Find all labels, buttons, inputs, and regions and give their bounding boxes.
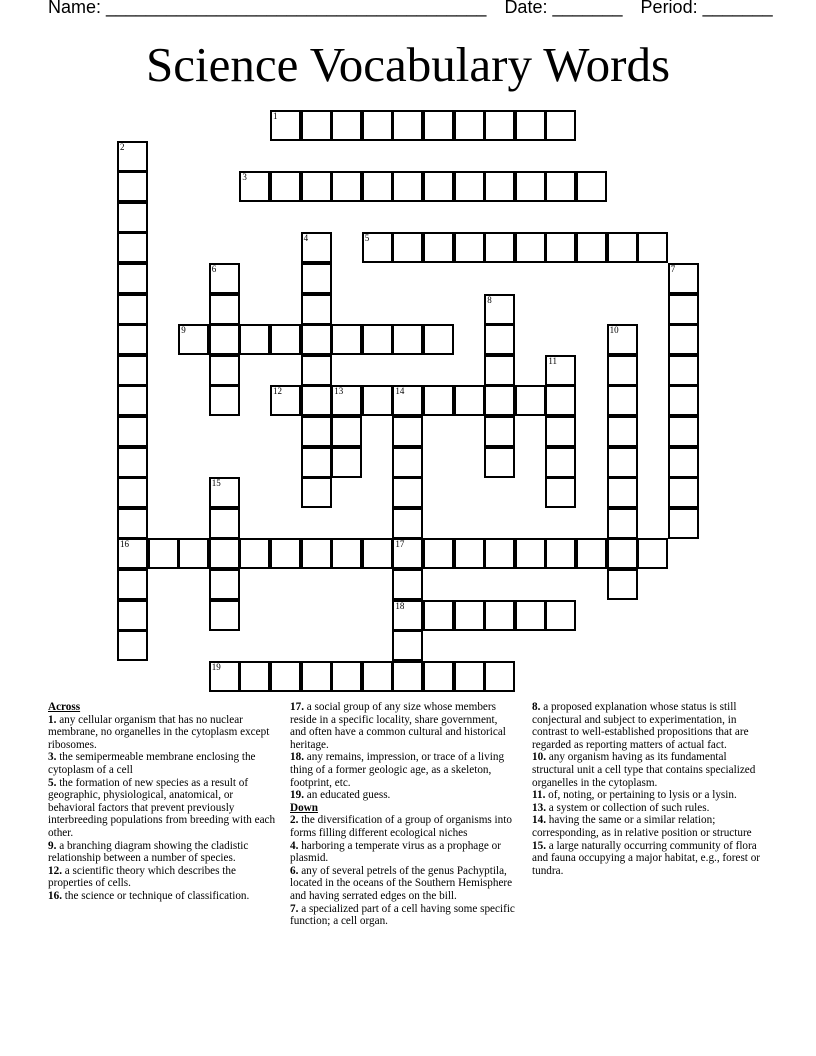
grid-cell[interactable] bbox=[545, 110, 576, 141]
grid-cell[interactable] bbox=[392, 447, 423, 478]
grid-cell[interactable] bbox=[454, 661, 485, 692]
clue-item-text: a specialized part of a cell having some specific function; a cell organ. bbox=[290, 902, 515, 928]
clue-item-number: 16. bbox=[48, 889, 62, 902]
grid-cell[interactable] bbox=[362, 385, 393, 416]
grid-cell[interactable] bbox=[484, 110, 515, 141]
grid-cell[interactable] bbox=[484, 355, 515, 386]
clue-item bbox=[48, 777, 280, 840]
grid-cell[interactable] bbox=[607, 324, 638, 355]
grid-cell[interactable] bbox=[545, 477, 576, 508]
grid-cell[interactable] bbox=[484, 232, 515, 263]
clue-number: 12 bbox=[273, 386, 282, 397]
grid-cell[interactable] bbox=[545, 171, 576, 202]
clue-item bbox=[290, 751, 516, 789]
grid-cell[interactable] bbox=[239, 538, 270, 569]
clue-item bbox=[290, 789, 516, 802]
grid-cell[interactable] bbox=[454, 110, 485, 141]
grid-cell[interactable] bbox=[637, 538, 668, 569]
grid-cell[interactable] bbox=[423, 324, 454, 355]
clue-item-text: a system or collection of such rules. bbox=[545, 801, 710, 814]
grid-cell[interactable] bbox=[331, 171, 362, 202]
grid-cell[interactable] bbox=[301, 385, 332, 416]
grid-cell[interactable] bbox=[392, 385, 423, 416]
grid-cell[interactable] bbox=[362, 171, 393, 202]
grid-cell[interactable] bbox=[209, 600, 240, 631]
grid-cell[interactable] bbox=[270, 661, 301, 692]
grid-cell[interactable] bbox=[668, 447, 699, 478]
grid-cell[interactable] bbox=[607, 232, 638, 263]
grid-cell[interactable] bbox=[484, 171, 515, 202]
clue-item bbox=[48, 865, 280, 890]
grid-cell[interactable] bbox=[392, 477, 423, 508]
grid-cell[interactable] bbox=[392, 661, 423, 692]
clue-item-number: 6. bbox=[290, 864, 299, 877]
grid-cell[interactable] bbox=[117, 355, 148, 386]
grid-cell[interactable] bbox=[484, 538, 515, 569]
grid-cell[interactable] bbox=[454, 171, 485, 202]
grid-cell[interactable] bbox=[301, 324, 332, 355]
clue-number: 17 bbox=[395, 539, 405, 550]
grid-cell[interactable] bbox=[392, 630, 423, 661]
grid-cell[interactable] bbox=[117, 447, 148, 478]
grid-cell[interactable] bbox=[239, 171, 270, 202]
clue-number: 15 bbox=[211, 478, 221, 489]
grid-cell[interactable] bbox=[423, 661, 454, 692]
clue-item-text: the science or technique of classification. bbox=[61, 889, 250, 902]
grid-cell[interactable] bbox=[423, 538, 454, 569]
grid-cell[interactable] bbox=[668, 324, 699, 355]
grid-cell[interactable] bbox=[545, 447, 576, 478]
clue-item-text: a social group of any size whose members reside in a specific locality, share government, and often have a common cultural and historical heritage. bbox=[290, 701, 506, 751]
grid-cell[interactable] bbox=[515, 171, 546, 202]
clue-number: 9 bbox=[181, 325, 186, 336]
grid-cell[interactable] bbox=[607, 477, 638, 508]
grid-cell[interactable] bbox=[545, 416, 576, 447]
clues-column-2 bbox=[290, 701, 516, 928]
grid-cell[interactable] bbox=[423, 385, 454, 416]
clue-number: 14 bbox=[395, 386, 405, 397]
clue-item-number: 8. bbox=[532, 701, 541, 713]
clue-item-text: the semipermeable membrane enclosing the cytoplasm of a cell bbox=[48, 751, 256, 776]
grid-cell[interactable] bbox=[515, 600, 546, 631]
grid-cell[interactable] bbox=[178, 538, 209, 569]
down-heading: Down bbox=[290, 801, 318, 814]
period-field[interactable]: Period: _______ bbox=[640, 0, 773, 17]
grid-cell[interactable] bbox=[301, 232, 332, 263]
grid-cell[interactable] bbox=[454, 232, 485, 263]
grid-cell[interactable] bbox=[392, 171, 423, 202]
grid-cell[interactable] bbox=[607, 538, 638, 569]
clue-item-text: harboring a temperate virus as a prophage or plasmid. bbox=[290, 839, 501, 865]
grid-cell[interactable] bbox=[301, 355, 332, 386]
clue-number: 3 bbox=[242, 172, 247, 183]
grid-cell[interactable] bbox=[668, 508, 699, 539]
clue-item-number: 12. bbox=[48, 864, 62, 877]
clues-column-3 bbox=[532, 701, 764, 877]
clue-number: 4 bbox=[303, 233, 309, 244]
grid-cell[interactable] bbox=[117, 477, 148, 508]
grid-cell[interactable] bbox=[331, 385, 362, 416]
clue-item-number: 17. bbox=[290, 701, 304, 713]
grid-cell[interactable] bbox=[423, 600, 454, 631]
grid-cell[interactable] bbox=[484, 385, 515, 416]
grid-cell[interactable] bbox=[362, 661, 393, 692]
grid-cell[interactable] bbox=[637, 232, 668, 263]
grid-cell[interactable] bbox=[576, 171, 607, 202]
clue-item bbox=[532, 802, 764, 815]
grid-cell[interactable] bbox=[209, 569, 240, 600]
grid-cell[interactable] bbox=[148, 538, 179, 569]
grid-cell[interactable] bbox=[392, 569, 423, 600]
clue-item-number: 10. bbox=[532, 751, 546, 764]
grid-cell[interactable] bbox=[454, 600, 485, 631]
grid-cell[interactable] bbox=[270, 110, 301, 141]
clues-column-1 bbox=[48, 701, 280, 903]
grid-cell[interactable] bbox=[117, 141, 148, 172]
clue-item-text: a large naturally occurring community of flora and fauna occupying a major habitat, e.g., forest or tundra. bbox=[532, 839, 761, 877]
grid-cell[interactable] bbox=[209, 263, 240, 294]
grid-cell[interactable] bbox=[117, 600, 148, 631]
grid-cell[interactable] bbox=[209, 538, 240, 569]
grid-cell[interactable] bbox=[209, 477, 240, 508]
clue-item-text: of, noting, or pertaining to lysis or a lysin. bbox=[545, 789, 737, 802]
clue-item-number: 19. bbox=[290, 789, 304, 802]
clue-item bbox=[290, 903, 516, 928]
grid-cell[interactable] bbox=[576, 538, 607, 569]
grid-cell[interactable] bbox=[331, 324, 362, 355]
clue-item bbox=[532, 814, 764, 839]
clue-number: 7 bbox=[670, 264, 676, 274]
grid-cell[interactable] bbox=[362, 324, 393, 355]
grid-cell[interactable] bbox=[117, 171, 148, 202]
grid-cell[interactable] bbox=[209, 661, 240, 692]
grid-cell[interactable] bbox=[392, 600, 423, 631]
grid-cell[interactable] bbox=[239, 661, 270, 692]
grid-cell[interactable] bbox=[301, 263, 332, 294]
grid-cell[interactable] bbox=[607, 569, 638, 600]
grid-cell[interactable] bbox=[484, 600, 515, 631]
clue-item bbox=[290, 840, 516, 865]
clue-item-text: having the same or a similar relation; corresponding, as in relative position or structure bbox=[532, 814, 752, 839]
grid-cell[interactable] bbox=[362, 232, 393, 263]
clue-item-text: any organism having as its fundamental structural unit a cell type that contains specialized organelles in the cytoplasm. bbox=[532, 751, 756, 789]
grid-cell[interactable] bbox=[270, 324, 301, 355]
clue-item-number: 7. bbox=[290, 902, 299, 915]
grid-cell[interactable] bbox=[209, 294, 240, 325]
grid-cell[interactable] bbox=[301, 416, 332, 447]
grid-cell[interactable] bbox=[607, 447, 638, 478]
grid-cell[interactable] bbox=[331, 110, 362, 141]
grid-cell[interactable] bbox=[576, 232, 607, 263]
grid-cell[interactable] bbox=[545, 232, 576, 263]
clue-item-text: an educated guess. bbox=[303, 789, 391, 802]
grid-cell[interactable] bbox=[270, 538, 301, 569]
grid-cell[interactable] bbox=[515, 385, 546, 416]
grid-cell[interactable] bbox=[117, 294, 148, 325]
grid-cell[interactable] bbox=[515, 232, 546, 263]
across-heading: Across bbox=[48, 701, 81, 713]
grid-cell[interactable] bbox=[545, 538, 576, 569]
grid-cell[interactable] bbox=[545, 600, 576, 631]
grid-cell[interactable] bbox=[362, 110, 393, 141]
grid-cell[interactable] bbox=[515, 538, 546, 569]
grid-cell[interactable] bbox=[331, 661, 362, 692]
grid-cell[interactable] bbox=[301, 538, 332, 569]
grid-cell[interactable] bbox=[392, 232, 423, 263]
grid-cell[interactable] bbox=[668, 477, 699, 508]
clue-number: 2 bbox=[120, 141, 125, 152]
grid-cell[interactable] bbox=[362, 538, 393, 569]
grid-cell[interactable] bbox=[392, 416, 423, 447]
grid-cell[interactable] bbox=[209, 508, 240, 539]
grid-cell[interactable] bbox=[178, 324, 209, 355]
grid-cell[interactable] bbox=[668, 355, 699, 386]
clue-item-number: 1. bbox=[48, 713, 57, 726]
clue-item bbox=[532, 701, 764, 751]
clue-item-text: any of several petrels of the genus Pachyptila, located in the oceans of the Southern Hemisphere and having serrated edges on the bill. bbox=[290, 864, 513, 902]
clue-item-number: 3. bbox=[48, 751, 57, 764]
grid-cell[interactable] bbox=[423, 110, 454, 141]
grid-cell[interactable] bbox=[484, 447, 515, 478]
clue-item-text: a proposed explanation whose status is still conjectural and subject to experimentation, in contrast to well-established propositions that are regarded as reporting matters of actual fact. bbox=[532, 701, 749, 751]
clue-item-text: any remains, impression, or trace of a living thing of a former geologic age, as a skeleton, footprint, etc. bbox=[290, 751, 505, 789]
grid-cell[interactable] bbox=[454, 538, 485, 569]
clue-number: 6 bbox=[211, 264, 217, 274]
grid-cell[interactable] bbox=[209, 324, 240, 355]
grid-cell[interactable] bbox=[117, 508, 148, 539]
clue-item bbox=[48, 890, 280, 903]
clue-item bbox=[290, 814, 516, 839]
clue-number: 10 bbox=[609, 325, 619, 336]
clue-number: 1 bbox=[273, 111, 278, 121]
clue-item-number: 11. bbox=[532, 789, 546, 802]
grid-cell[interactable] bbox=[209, 355, 240, 386]
clue-number: 11 bbox=[548, 355, 558, 366]
grid-cell[interactable] bbox=[239, 324, 270, 355]
grid-cell[interactable] bbox=[331, 538, 362, 569]
grid-cell[interactable] bbox=[301, 477, 332, 508]
grid-cell[interactable] bbox=[331, 447, 362, 478]
clue-item bbox=[532, 789, 764, 802]
grid-cell[interactable] bbox=[423, 171, 454, 202]
grid-cell[interactable] bbox=[668, 294, 699, 325]
clue-item-number: 2. bbox=[290, 814, 299, 827]
grid-cell[interactable] bbox=[392, 508, 423, 539]
grid-cell[interactable] bbox=[607, 355, 638, 386]
clue-number: 18 bbox=[395, 600, 405, 611]
grid-cell[interactable] bbox=[454, 385, 485, 416]
clue-item bbox=[48, 714, 280, 752]
clue-item-number: 15. bbox=[532, 839, 546, 852]
grid-cell[interactable] bbox=[545, 355, 576, 386]
grid-cell[interactable] bbox=[545, 385, 576, 416]
grid-cell[interactable] bbox=[423, 232, 454, 263]
grid-cell[interactable] bbox=[117, 630, 148, 661]
grid-cell[interactable] bbox=[515, 110, 546, 141]
grid-cell[interactable] bbox=[484, 294, 515, 325]
clue-item-number: 13. bbox=[532, 801, 546, 814]
grid-cell[interactable] bbox=[607, 385, 638, 416]
grid-cell[interactable] bbox=[117, 385, 148, 416]
grid-cell[interactable] bbox=[668, 263, 699, 294]
grid-cell[interactable] bbox=[117, 202, 148, 233]
clue-item bbox=[532, 751, 764, 789]
date-field[interactable]: Date: _______ bbox=[504, 0, 623, 17]
grid-cell[interactable] bbox=[301, 171, 332, 202]
clue-item bbox=[290, 865, 516, 903]
grid-cell[interactable] bbox=[607, 508, 638, 539]
grid-cell[interactable] bbox=[301, 294, 332, 325]
clue-item-text: the diversification of a group of organisms into forms filling different ecological niches bbox=[290, 814, 512, 839]
clue-item-text: the formation of new species as a result of geographic, physiological, anatomical, or behavioral factors that prevent previously interbreeding populations from breeding with each other. bbox=[48, 776, 276, 839]
grid-cell[interactable] bbox=[331, 416, 362, 447]
clue-item-text: a branching diagram showing the cladistic relationship between a number of species. bbox=[48, 839, 249, 865]
clue-number: 13 bbox=[334, 386, 344, 397]
clue-number: 8 bbox=[487, 294, 492, 305]
clue-item bbox=[48, 751, 280, 776]
grid-cell[interactable] bbox=[392, 110, 423, 141]
clue-item-number: 14. bbox=[532, 814, 546, 827]
grid-cell[interactable] bbox=[392, 538, 423, 569]
grid-cell[interactable] bbox=[301, 661, 332, 692]
clue-item-text: any cellular organism that has no nuclear membrane, no organelles in the cytoplasm except ribosomes. bbox=[48, 713, 270, 751]
grid-cell[interactable] bbox=[209, 385, 240, 416]
clue-item-number: 4. bbox=[290, 839, 299, 852]
clue-item-number: 5. bbox=[48, 776, 57, 789]
clue-number: 19 bbox=[211, 661, 221, 672]
grid-cell[interactable] bbox=[117, 538, 148, 569]
clue-item bbox=[48, 840, 280, 865]
name-field[interactable]: Name: ______________________________________ bbox=[48, 0, 487, 17]
grid-cell[interactable] bbox=[270, 171, 301, 202]
grid-cell[interactable] bbox=[392, 324, 423, 355]
grid-cell[interactable] bbox=[668, 385, 699, 416]
page-title: Science Vocabulary Words bbox=[145, 37, 671, 92]
grid-cell[interactable] bbox=[301, 110, 332, 141]
grid-cell[interactable] bbox=[117, 263, 148, 294]
grid-cell[interactable] bbox=[117, 416, 148, 447]
grid-cell[interactable] bbox=[117, 232, 148, 263]
grid-cell[interactable] bbox=[484, 416, 515, 447]
grid-cell[interactable] bbox=[270, 385, 301, 416]
clue-item bbox=[290, 701, 516, 751]
clue-item-number: 9. bbox=[48, 839, 57, 852]
grid-cell[interactable] bbox=[484, 661, 515, 692]
clue-item bbox=[532, 840, 764, 878]
clue-item-text: a scientific theory which describes the properties of cells. bbox=[48, 864, 236, 890]
grid-cell[interactable] bbox=[117, 324, 148, 355]
grid-cell[interactable] bbox=[607, 416, 638, 447]
grid-cell[interactable] bbox=[117, 569, 148, 600]
grid-cell[interactable] bbox=[668, 416, 699, 447]
grid-cell[interactable] bbox=[301, 447, 332, 478]
clue-item-number: 18. bbox=[290, 751, 304, 764]
clue-number: 5 bbox=[364, 233, 370, 244]
clue-number: 16 bbox=[120, 539, 129, 550]
grid-cell[interactable] bbox=[484, 324, 515, 355]
